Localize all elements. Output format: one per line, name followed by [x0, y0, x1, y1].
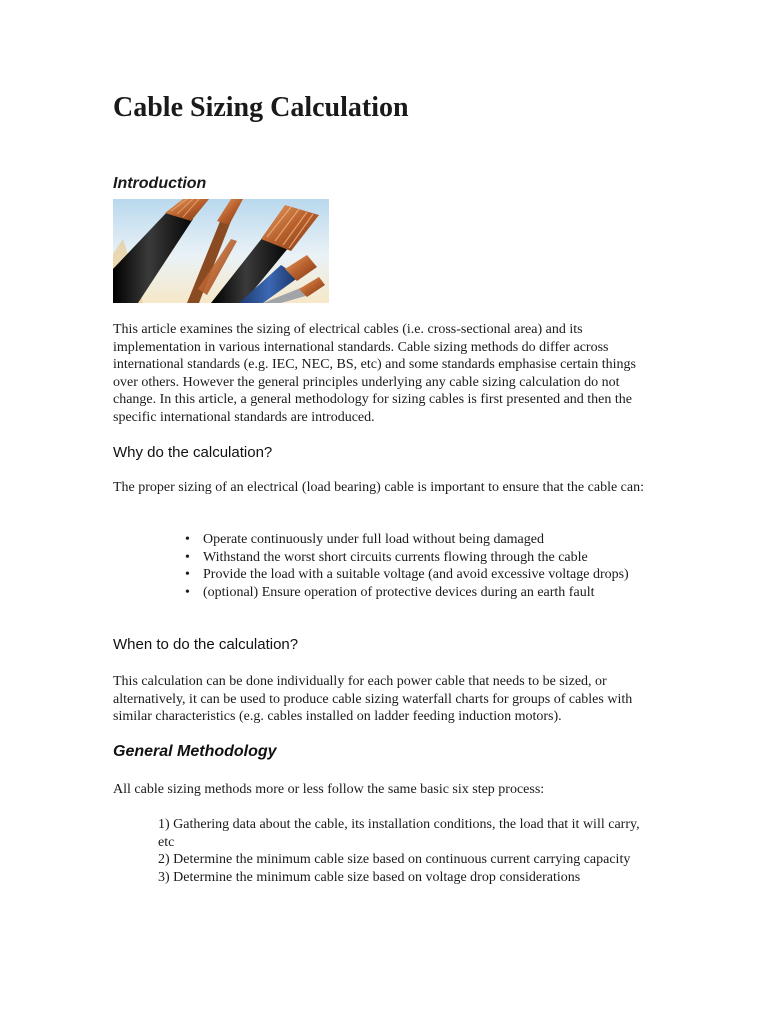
document-title: Cable Sizing Calculation: [113, 92, 409, 123]
introduction-paragraph: This article examines the sizing of electrical cables (i.e. cross-sectional area) and its implementation in various international standards. Cable sizing methods do differ across international standards (e.g. IEC, NEC, BS, etc) and some standards emphasise certain things over others. However the general principles underlying any cable sizing calculation do not change. In this article, a general methodology for sizing cables is first presented and then the specific international standards are introduced.: [113, 322, 636, 425]
list-item: • Withstand the worst short circuits currents flowing through the cable: [185, 549, 645, 567]
section-heading-methodology: General Methodology: [113, 743, 277, 760]
requirements-list: [185, 531, 645, 601]
methodology-steps: [158, 816, 648, 886]
why-paragraph: The proper sizing of an electrical (load bearing) cable is important to ensure that the cable can:: [113, 480, 644, 495]
list-item: • (optional) Ensure operation of protective devices during an earth fault: [185, 584, 645, 602]
list-item: 2) Determine the minimum cable size based on continuous current carrying capacity: [158, 852, 631, 867]
section-heading-when: When to do the calculation?: [113, 636, 299, 653]
section-heading-introduction: Introduction: [113, 175, 207, 192]
list-item: • Provide the load with a suitable voltage (and avoid excessive voltage drops): [185, 566, 645, 584]
list-item: 3) Determine the minimum cable size based on voltage drop considerations: [158, 869, 581, 885]
cable-photo: [113, 199, 329, 303]
methodology-paragraph: All cable sizing methods more or less follow the same basic six step process:: [113, 782, 545, 797]
when-paragraph: This calculation can be done individually for each power cable that needs to be sized, or alternatively, it can be used to produce cable sizing waterfall charts for groups of cables with similar characteristics (e.g. cables installed on ladder feeding induction motors).: [113, 674, 633, 724]
section-heading-why: Why do the calculation?: [113, 444, 273, 461]
list-item: 1) Gathering data about the cable, its installation conditions, the load that it will carry, etc: [158, 817, 640, 850]
list-item: • Operate continuously under full load without being damaged: [185, 531, 645, 549]
